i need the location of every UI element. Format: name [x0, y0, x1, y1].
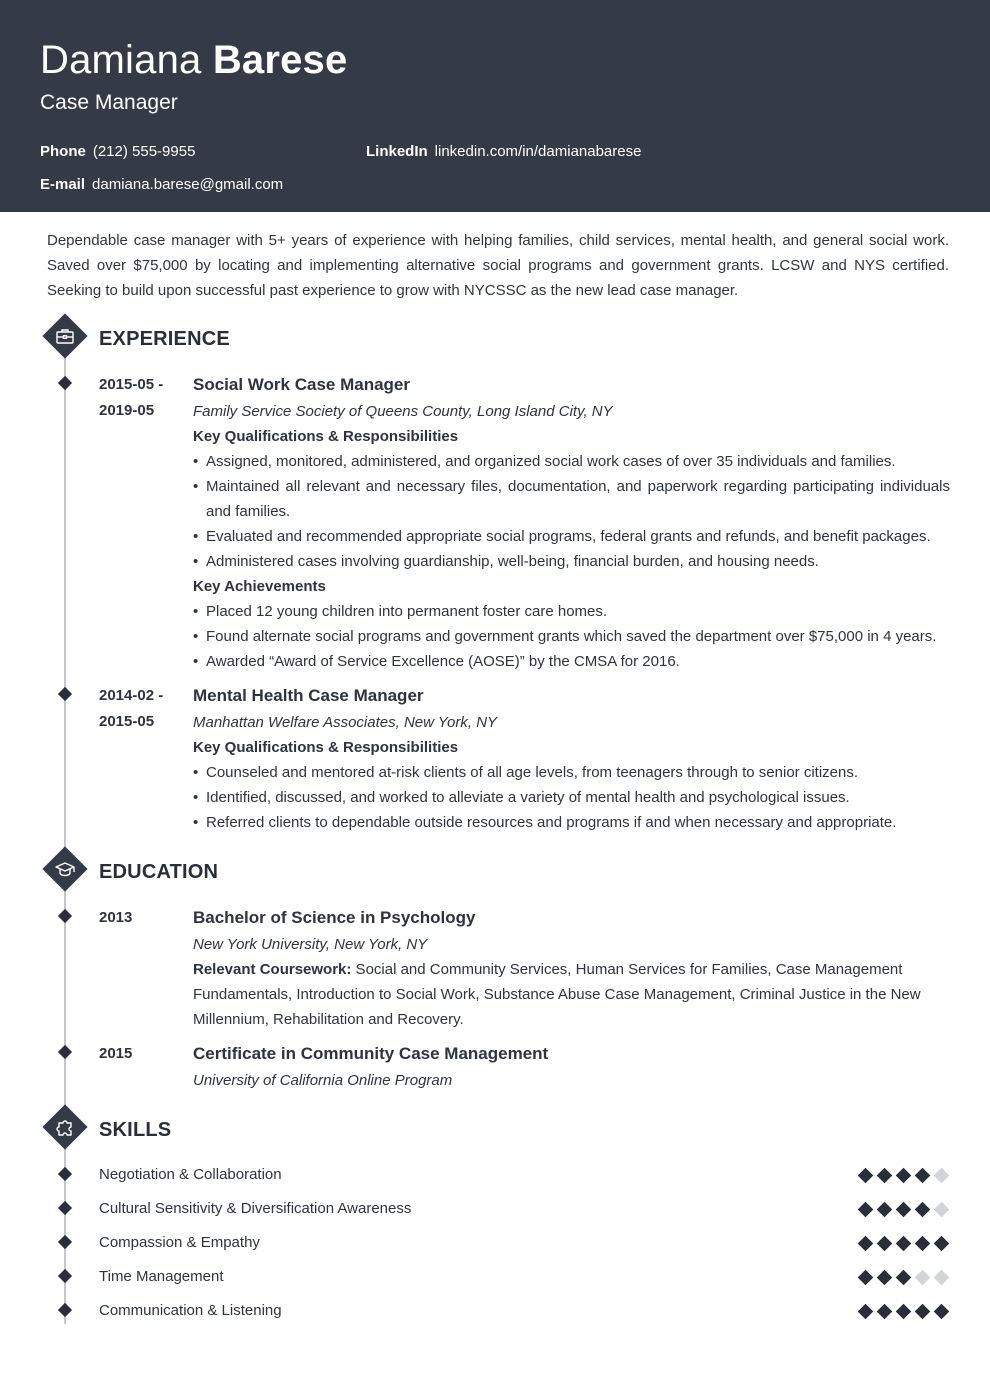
rating-diamond-filled [858, 1202, 874, 1218]
degree-title: Bachelor of Science in Psychology [193, 908, 476, 927]
job-title: Mental Health Case Manager [193, 686, 424, 705]
date-end: 2015-05 [99, 713, 155, 730]
phone-label: Phone [40, 143, 86, 160]
profile-summary: Dependable case manager with 5+ years of experience with helping families, child services, mental health, and general social work. Saved over $75,000 by locating and implementing alternative social programs and government grants. LCSW and NYS certified. Seeking to build upon successful past experience to grow with NYCSSC as the new lead case manager. [47, 232, 949, 299]
job-entry [193, 375, 950, 674]
rating-diamond-filled [858, 1270, 874, 1286]
skill-rating [860, 1170, 947, 1181]
date-start: 2015-05 - [99, 376, 164, 393]
phone-value: (212) 555-9955 [92, 143, 196, 160]
skill-rating [860, 1306, 947, 1317]
rating-diamond-empty [934, 1270, 950, 1286]
job-date [99, 683, 163, 735]
linkedin-link[interactable]: linkedin.com/in/damianabarese [434, 143, 642, 160]
list-item: • Awarded “Award of Service Excellence (AOSE)” by the CMSA for 2016. [193, 649, 950, 674]
skills-heading: SKILLS [99, 1119, 172, 1141]
job-organization: Family Service Society of Queens County, Long Island City, NY [193, 403, 613, 420]
experience-heading: EXPERIENCE [99, 328, 230, 350]
rating-diamond-filled [858, 1168, 874, 1184]
rating-diamond-filled [915, 1202, 931, 1218]
rating-diamond-filled [896, 1270, 912, 1286]
education-entry [193, 908, 950, 1032]
list-item: • Maintained all relevant and necessary files, documentation, and paperwork regarding participating individuals and families. [193, 474, 950, 524]
linkedin-label: LinkedIn [366, 143, 428, 160]
responsibilities-heading: Key Qualifications & Responsibilities [193, 428, 459, 445]
timeline-marker [58, 1235, 72, 1249]
responsibilities-list [193, 449, 950, 574]
rating-diamond-filled [877, 1202, 893, 1218]
list-item: • Assigned, monitored, administered, and organized social work cases of over 35 individuals and families. [193, 449, 950, 474]
timeline-marker [58, 1201, 72, 1215]
email-contact [40, 176, 283, 193]
timeline-marker [58, 1045, 72, 1059]
school-name: New York University, New York, NY [193, 936, 428, 953]
education-year: 2013 [99, 909, 133, 926]
email-label: E-mail [40, 176, 86, 193]
list-item: • Placed 12 young children into permanent foster care homes. [193, 599, 950, 624]
rating-diamond-filled [915, 1168, 931, 1184]
education-heading: EDUCATION [99, 861, 219, 883]
rating-diamond-filled [896, 1236, 912, 1252]
coursework-list: Social and Community Services, Human Services for Families, Case Management Fundamentals, Introduction to Social Work, Substance Abuse Case Management, Criminal Justice in the New Millennium, Rehabilitation and Recovery. [193, 961, 921, 1028]
timeline-marker [58, 376, 72, 390]
last-name: Barese [212, 38, 348, 82]
responsibilities-heading: Key Qualifications & Responsibilities [193, 739, 459, 756]
job-date [99, 372, 163, 424]
rating-diamond-empty [915, 1270, 931, 1286]
timeline-marker [58, 1167, 72, 1181]
rating-diamond-empty [934, 1168, 950, 1184]
candidate-name [40, 38, 347, 83]
puzzle-icon [42, 1104, 87, 1149]
skill-rating [860, 1204, 947, 1215]
coursework [193, 957, 950, 1032]
list-item: • Identified, discussed, and worked to alleviate a variety of mental health and psychological issues. [193, 785, 950, 810]
job-role: Case Manager [40, 91, 178, 114]
date-end: 2019-05 [99, 402, 155, 419]
list-item: • Referred clients to dependable outside resources and programs if and when necessary and appropriate. [193, 810, 950, 835]
list-item: • Evaluated and recommended appropriate social programs, federal grants and refunds, and benefit packages. [193, 524, 950, 549]
list-item: • Counseled and mentored at-risk clients of all age levels, from teenagers through to senior citizens. [193, 760, 950, 785]
skill-name: Negotiation & Collaboration [99, 1166, 282, 1183]
degree-title: Certificate in Community Case Management [193, 1044, 549, 1063]
education-entry [193, 1044, 950, 1093]
list-item: • Administered cases involving guardianship, well-being, financial burden, and housing needs. [193, 549, 950, 574]
job-organization: Manhattan Welfare Associates, New York, NY [193, 714, 498, 731]
education-year: 2015 [99, 1045, 133, 1062]
rating-diamond-filled [915, 1304, 931, 1320]
rating-diamond-empty [934, 1202, 950, 1218]
rating-diamond-filled [915, 1236, 931, 1252]
list-item: • Found alternate social programs and government grants which saved the department over $75,000 in 4 years. [193, 624, 950, 649]
linkedin-contact [366, 143, 641, 160]
rating-diamond-filled [858, 1236, 874, 1252]
rating-diamond-filled [896, 1304, 912, 1320]
rating-diamond-filled [896, 1202, 912, 1218]
skill-name: Compassion & Empathy [99, 1234, 260, 1251]
date-start: 2014-02 - [99, 687, 164, 704]
graduation-cap-icon [42, 846, 87, 891]
first-name: Damiana [40, 38, 202, 82]
timeline-marker [58, 687, 72, 701]
job-title: Social Work Case Manager [193, 375, 410, 394]
rating-diamond-filled [877, 1304, 893, 1320]
phone-contact [40, 143, 195, 160]
briefcase-icon [42, 313, 87, 358]
rating-diamond-filled [934, 1304, 950, 1320]
school-name: University of California Online Program [193, 1072, 453, 1089]
rating-diamond-filled [896, 1168, 912, 1184]
timeline-marker [58, 1269, 72, 1283]
resume-header [0, 0, 990, 212]
job-entry [193, 686, 950, 835]
timeline-marker [58, 1303, 72, 1317]
rating-diamond-filled [877, 1270, 893, 1286]
achievements-list [193, 599, 950, 674]
email-link[interactable]: damiana.barese@gmail.com [92, 176, 284, 193]
responsibilities-list [193, 760, 950, 835]
rating-diamond-filled [934, 1236, 950, 1252]
rating-diamond-filled [877, 1236, 893, 1252]
skill-rating [860, 1272, 947, 1283]
rating-diamond-filled [858, 1304, 874, 1320]
skill-name: Cultural Sensitivity & Diversification Awareness [99, 1200, 412, 1217]
timeline-marker [58, 909, 72, 923]
rating-diamond-filled [877, 1168, 893, 1184]
skill-name: Communication & Listening [99, 1302, 282, 1319]
skill-rating [860, 1238, 947, 1249]
achievements-heading: Key Achievements [193, 578, 326, 595]
coursework-label: Relevant Coursework: [193, 961, 352, 978]
skill-name: Time Management [99, 1268, 224, 1285]
